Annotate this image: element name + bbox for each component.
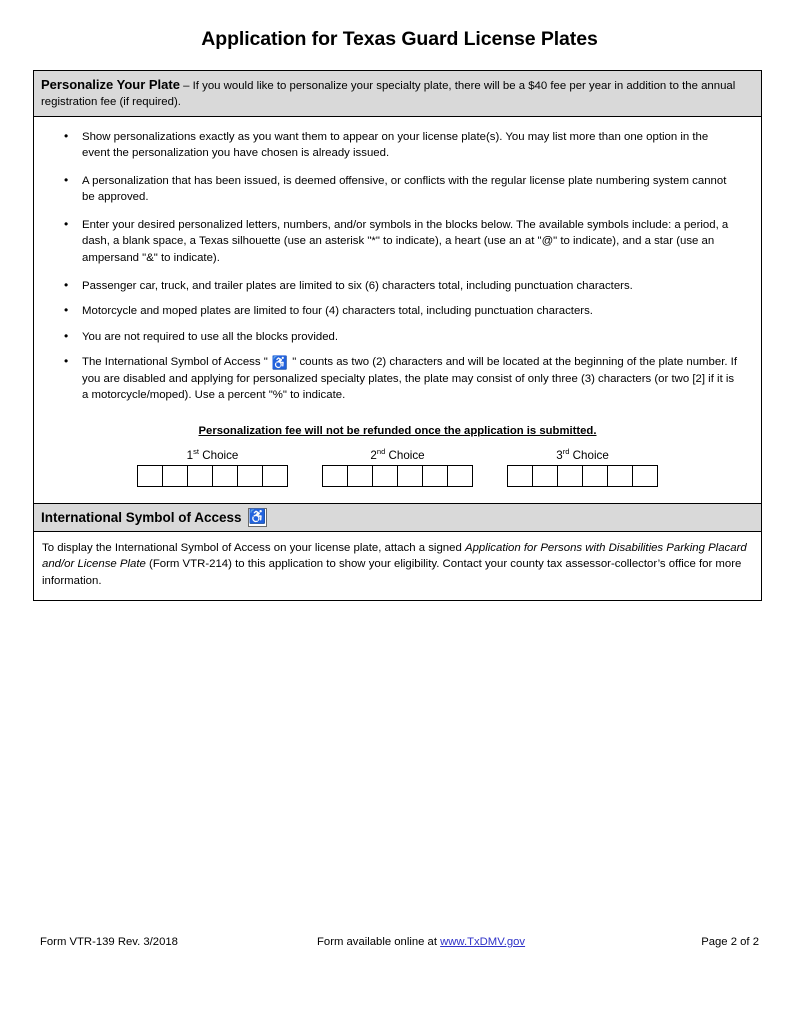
- isa-bullet-text-after: " counts as two (2) characters and will be located at the beginning of the plate number. If you are disabled and applying for personalized specialty plates, the plate may consist of only three (3) characters (or two [2] if it is a motorcycle/moped). Use a percent "%" to indicate.: [82, 356, 738, 402]
- personalization-rules-list: [34, 117, 761, 421]
- choice-suffix-1: st: [193, 446, 200, 456]
- plate-char-cell[interactable]: [557, 465, 583, 487]
- plate-char-cell[interactable]: [632, 465, 658, 487]
- choice-label-3: [556, 447, 609, 462]
- choice-ordinal-2: 2: [370, 448, 377, 462]
- wheelchair-icon: ♿: [248, 508, 267, 527]
- footer-page-number: Page 2 of 2: [701, 936, 759, 948]
- choice-tail-2: Choice: [385, 448, 425, 462]
- footer-availability-text: Form available online at: [317, 936, 441, 948]
- choice-tail-1: Choice: [199, 448, 239, 462]
- plate-char-cell[interactable]: [347, 465, 373, 487]
- wheelchair-icon: ♿: [271, 355, 289, 371]
- choice-suffix-2: nd: [376, 446, 386, 456]
- international-symbol-of-access-band: [34, 503, 761, 532]
- list-item-isa: [82, 354, 747, 404]
- page-footer: [40, 936, 759, 948]
- txdmv-link[interactable]: www.TxDMV.gov: [440, 936, 526, 948]
- isa-paragraph-part1: To display the International Symbol of Access on your license plate, attach a signed: [42, 541, 465, 554]
- plate-char-cell[interactable]: [397, 465, 423, 487]
- list-item: • Passenger car, truck, and trailer plates are limited to six (6) characters total, including punctuation characters.: [82, 278, 747, 295]
- list-item: • You are not required to use all the blocks provided.: [82, 329, 747, 346]
- choice-tail-3: Choice: [569, 448, 609, 462]
- list-item: • A personalization that has been issued, is deemed offensive, or conflicts with the regular license plate numbering system cannot be approved.: [82, 173, 747, 206]
- plate-char-cell[interactable]: [372, 465, 398, 487]
- choice-2-cells: [322, 465, 473, 487]
- personalization-fee-notice: Personalization fee will not be refunded once the application is submitted.: [198, 424, 597, 437]
- choice-1-cells: [137, 465, 288, 487]
- isa-paragraph: [34, 532, 761, 601]
- isa-form-name: Application for Persons with Disabilities Parking Placard and/or License Plate: [42, 541, 747, 571]
- plate-char-cell[interactable]: [237, 465, 263, 487]
- choice-ordinal-3: 3: [556, 448, 563, 462]
- plate-char-cell[interactable]: [162, 465, 188, 487]
- choice-group-1: [137, 447, 288, 487]
- isa-paragraph-part2: (Form VTR-214) to this application to show your eligibility. Contact your county tax assessor-collector’s office for more information.: [42, 558, 742, 588]
- personalize-your-plate-band: [34, 71, 761, 117]
- footer-form-id: Form VTR-139 Rev. 3/2018: [40, 936, 178, 948]
- choice-group-3: [507, 447, 658, 487]
- form-content-box: [33, 70, 762, 601]
- plate-char-cell[interactable]: [607, 465, 633, 487]
- plate-char-cell[interactable]: [582, 465, 608, 487]
- plate-char-cell[interactable]: [212, 465, 238, 487]
- isa-bullet-text-before: The International Symbol of Access ": [82, 356, 271, 369]
- choice-3-cells: [507, 465, 658, 487]
- personalize-band-title: Personalize Your Plate: [41, 77, 180, 92]
- choice-suffix-3: rd: [562, 446, 570, 456]
- list-item: • Show personalizations exactly as you want them to appear on your license plate(s). You may list more than one option in the event the personalization you have chosen is already issued.: [82, 129, 747, 162]
- list-item: • Motorcycle and moped plates are limited to four (4) characters total, including punctuation characters.: [82, 303, 747, 320]
- footer-availability: [277, 936, 565, 948]
- plate-char-cell[interactable]: [422, 465, 448, 487]
- plate-char-cell[interactable]: [447, 465, 473, 487]
- plate-char-cell[interactable]: [507, 465, 533, 487]
- page-title: Application for Texas Guard License Plates: [201, 28, 598, 50]
- plate-char-cell[interactable]: [532, 465, 558, 487]
- choice-label-1: [187, 447, 239, 462]
- choice-ordinal-1: 1: [186, 448, 194, 462]
- choice-group-2: [322, 447, 473, 487]
- plate-char-cell[interactable]: [322, 465, 348, 487]
- plate-char-cell[interactable]: [137, 465, 163, 487]
- plate-choice-groups: [34, 437, 761, 503]
- isa-heading: International Symbol of Access: [41, 509, 242, 525]
- choice-label-2: [370, 447, 424, 462]
- personalize-band-text: – If you would like to personalize your specialty plate, there will be a $40 fee per year in addition to the annual registration fee (if required).: [41, 80, 736, 109]
- plate-char-cell[interactable]: [187, 465, 213, 487]
- list-item: • Enter your desired personalized letters, numbers, and/or symbols in the blocks below. The available symbols include: a period, a dash, a blank space, a Texas silhouette (use an asterisk "*" to indicate), a heart (use an at "@" to indicate), and a star (use an ampersand "&" to indicate).: [82, 217, 747, 267]
- plate-char-cell[interactable]: [262, 465, 288, 487]
